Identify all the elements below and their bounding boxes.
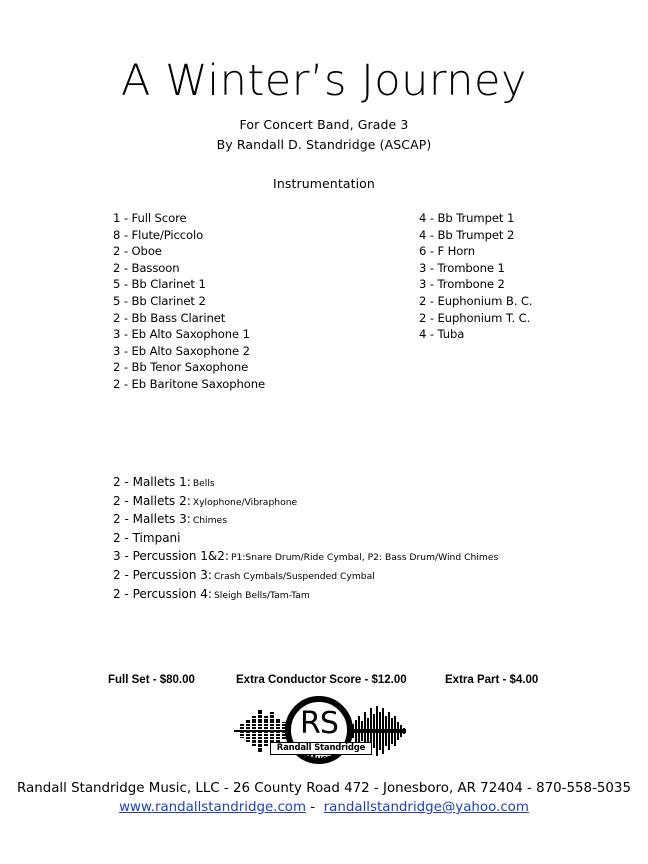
email-link[interactable]: randallstandridge@yahoo.com [323,800,529,815]
link-separator: - [306,800,320,815]
part-detail: Crash Cymbals/Suspended Cymbal [213,570,375,582]
price-extra-score: Extra Conductor Score - $12.00 [236,674,407,686]
part-name: 2 - Timpani [113,530,181,545]
list-item [113,511,498,530]
instrument-list-percussion [113,474,498,604]
list-item: 2 - Euphonium T. C. [419,310,531,325]
list-item [113,548,498,567]
list-item [113,530,498,549]
website-link[interactable]: www.randallstandridge.com [119,800,307,815]
footer-links [0,800,648,815]
list-item: 5 - Bb Clarinet 2 [113,293,206,308]
list-item: 2 - Eb Baritone Saxophone [113,376,265,391]
list-item [113,474,498,493]
part-name: 2 - Mallets 3: [113,512,191,527]
publisher-logo [232,694,410,770]
list-item: 1 - Full Score [113,211,187,225]
list-item: 2 - Bassoon [113,260,180,275]
part-detail: P1:Snare Drum/Ride Cymbal, P2: Bass Drum/Wind Chimes [230,552,499,564]
footer-address: Randall Standridge Music, LLC - 26 County Road 472 - Jonesboro, AR 72404 - 870-558-5035 [17,781,631,796]
part-name: 2 - Percussion 3: [113,567,212,582]
part-detail: Xylophone/Vibraphone [192,496,298,508]
instrument-list-brass [419,210,533,343]
part-name: 2 - Percussion 4: [113,586,212,601]
list-item: 3 - Trombone 2 [419,277,505,292]
list-item: 2 - Euphonium B. C. [419,293,533,308]
part-name: 3 - Percussion 1&2: [113,549,229,564]
price-full-set: Full Set - $80.00 [108,674,195,686]
logo-banner: Randall Standridge Music [270,742,372,755]
subtitle-ensemble: For Concert Band, Grade 3 [239,117,409,132]
list-item: 6 - F Horn [419,244,476,259]
page-title: A Winter’s Journey [121,56,527,106]
list-item: 2 - Bb Tenor Saxophone [113,360,249,375]
subtitle-composer: By Randall D. Standridge (ASCAP) [216,137,432,152]
list-item: 2 - Oboe [113,244,162,259]
list-item: 3 - Eb Alto Saxophone 2 [113,343,250,358]
part-detail: Bells [192,478,215,489]
list-item: 3 - Eb Alto Saxophone 1 [113,327,250,342]
list-item: 5 - Bb Clarinet 1 [113,277,206,292]
section-heading-instrumentation: Instrumentation [273,176,375,191]
part-name: 2 - Mallets 1: [113,475,191,489]
part-detail: Chimes [192,515,227,527]
instrument-list-woodwinds [113,210,265,393]
list-item: 8 - Flute/Piccolo [113,227,204,242]
list-item: 2 - Bb Bass Clarinet [113,310,226,325]
list-item [113,493,498,512]
list-item: 4 - Tuba [419,327,465,342]
list-item: 4 - Bb Trumpet 1 [419,211,515,225]
logo-initials: RS [300,706,338,741]
list-item: 4 - Bb Trumpet 2 [419,227,515,242]
part-name: 2 - Mallets 2: [113,493,191,508]
list-item [113,567,498,586]
list-item: 3 - Trombone 1 [419,260,505,275]
list-item [113,586,498,605]
part-detail: Sleigh Bells/Tam-Tam [213,589,310,601]
price-extra-part: Extra Part - $4.00 [445,674,539,686]
